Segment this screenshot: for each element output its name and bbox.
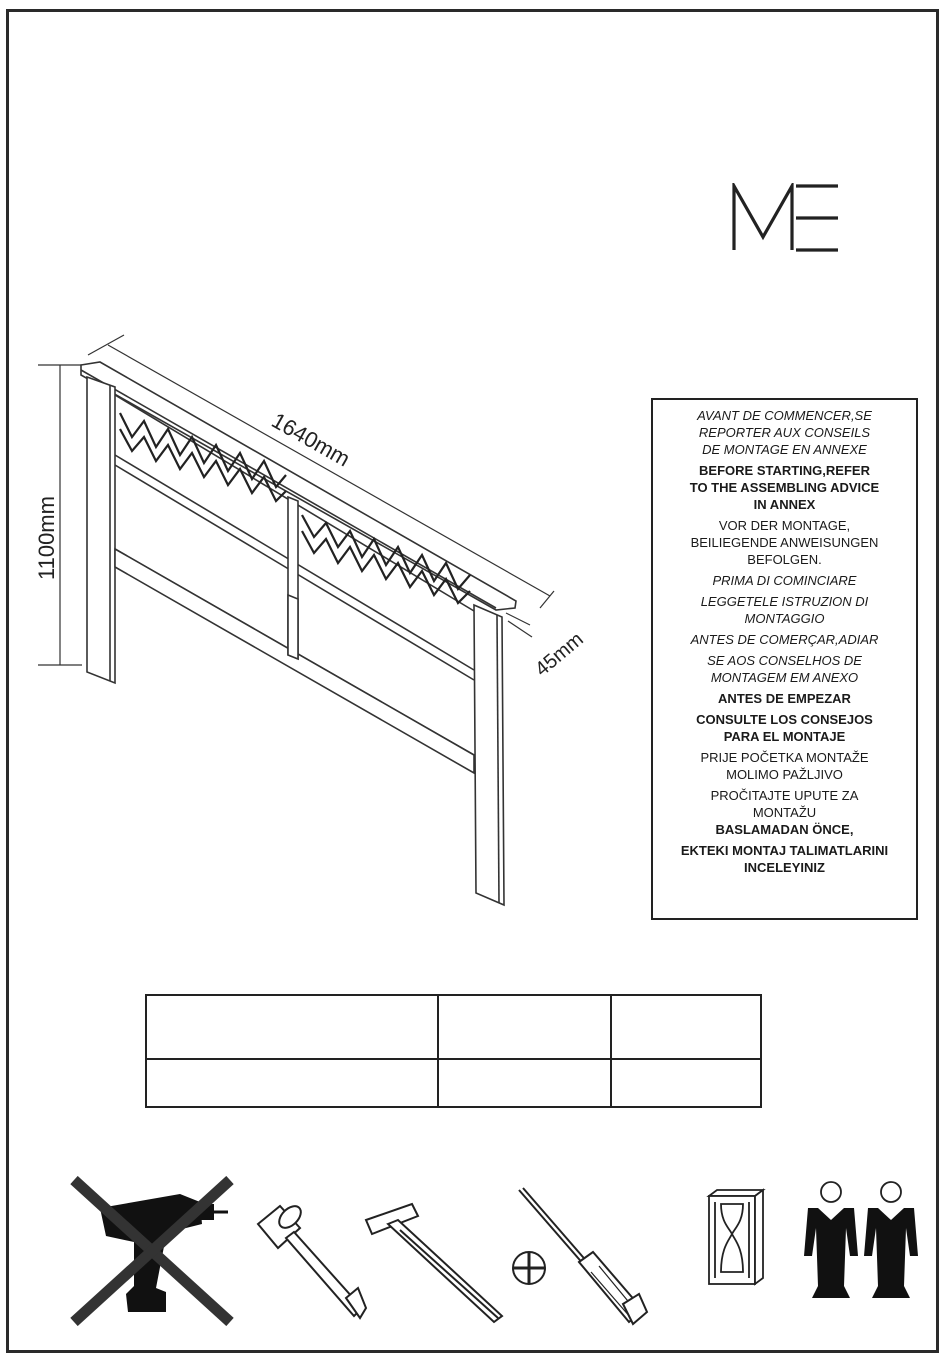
notice-line-pt-1: ANTES DE COMERÇAR,ADIAR: [690, 632, 879, 647]
notice-line-es-2: CONSULTE LOS CONSEJOS: [696, 712, 873, 727]
notice-line-tr-1: BASLAMADAN ÖNCE,: [715, 822, 854, 837]
table-cell: [146, 995, 438, 1059]
table-cell: [611, 1059, 761, 1107]
notice-line-es-1: ANTES DE EMPEZAR: [718, 691, 851, 706]
height-dimension-label: 1100mm: [34, 496, 59, 580]
notice-line-pt-2: SE AOS CONSELHOS DE: [707, 653, 862, 668]
no-power-drill-icon: [70, 1176, 235, 1326]
notice-line-pt-3: MONTAGEM EM ANEXO: [710, 670, 859, 685]
brand-logo: [730, 183, 840, 253]
notice-line-tr-2: EKTEKI MONTAJ TALIMATLARINI: [680, 843, 889, 858]
hammer-icon: [360, 1200, 510, 1325]
width-dimension-label: 1640mm: [267, 407, 355, 472]
hourglass-icon: [705, 1188, 767, 1290]
notice-line-it-2: LEGGETELE ISTRUZION DI: [700, 594, 869, 609]
notice-line-de-3: BEFOLGEN.: [747, 552, 822, 567]
table-cell: [438, 995, 611, 1059]
two-persons-icon: [800, 1180, 922, 1300]
notice-line-es-3: PARA EL MONTAJE: [723, 729, 846, 744]
notice-line-hr-4: MONTAŽU: [752, 805, 817, 820]
notice-line-hr-3: PROČITAJTE UPUTE ZA: [710, 788, 859, 803]
notice-line-it-3: MONTAGGIO: [744, 611, 825, 626]
rubber-mallet-icon: [250, 1200, 370, 1325]
assembly-notice-box: [651, 398, 918, 920]
headboard-illustration: [20, 325, 640, 925]
notice-line-fr-1: AVANT DE COMMENCER,SE: [697, 408, 872, 423]
tools-strip: [60, 1168, 930, 1328]
product-spec-table: [145, 994, 762, 1108]
table-row: [146, 1059, 761, 1107]
depth-dimension-label: 45mm: [531, 628, 588, 681]
notice-line-it-1: PRIMA DI COMINCIARE: [712, 573, 857, 588]
notice-line-hr-2: MOLIMO PAŽLJIVO: [726, 767, 843, 782]
table-row: [146, 995, 761, 1059]
table-cell: [611, 995, 761, 1059]
notice-line-tr-3: INCELEYINIZ: [744, 860, 825, 875]
notice-line-hr-1: PRIJE POČETKA MONTAŽE: [700, 750, 869, 765]
table-cell: [438, 1059, 611, 1107]
phillips-screwdriver-icon: [505, 1186, 655, 1328]
notice-line-en-2: TO THE ASSEMBLING ADVICE: [689, 480, 880, 495]
notice-line-fr-3: DE MONTAGE EN ANNEXE: [702, 442, 867, 457]
notice-line-en-3: IN ANNEX: [753, 497, 816, 512]
table-cell: [146, 1059, 438, 1107]
notice-line-fr-2: REPORTER AUX CONSEILS: [698, 425, 871, 440]
notice-line-de-1: VOR DER MONTAGE,: [718, 518, 851, 533]
notice-line-en-1: BEFORE STARTING,REFER: [699, 463, 870, 478]
notice-line-de-2: BEILIEGENDE ANWEISUNGEN: [690, 535, 879, 550]
